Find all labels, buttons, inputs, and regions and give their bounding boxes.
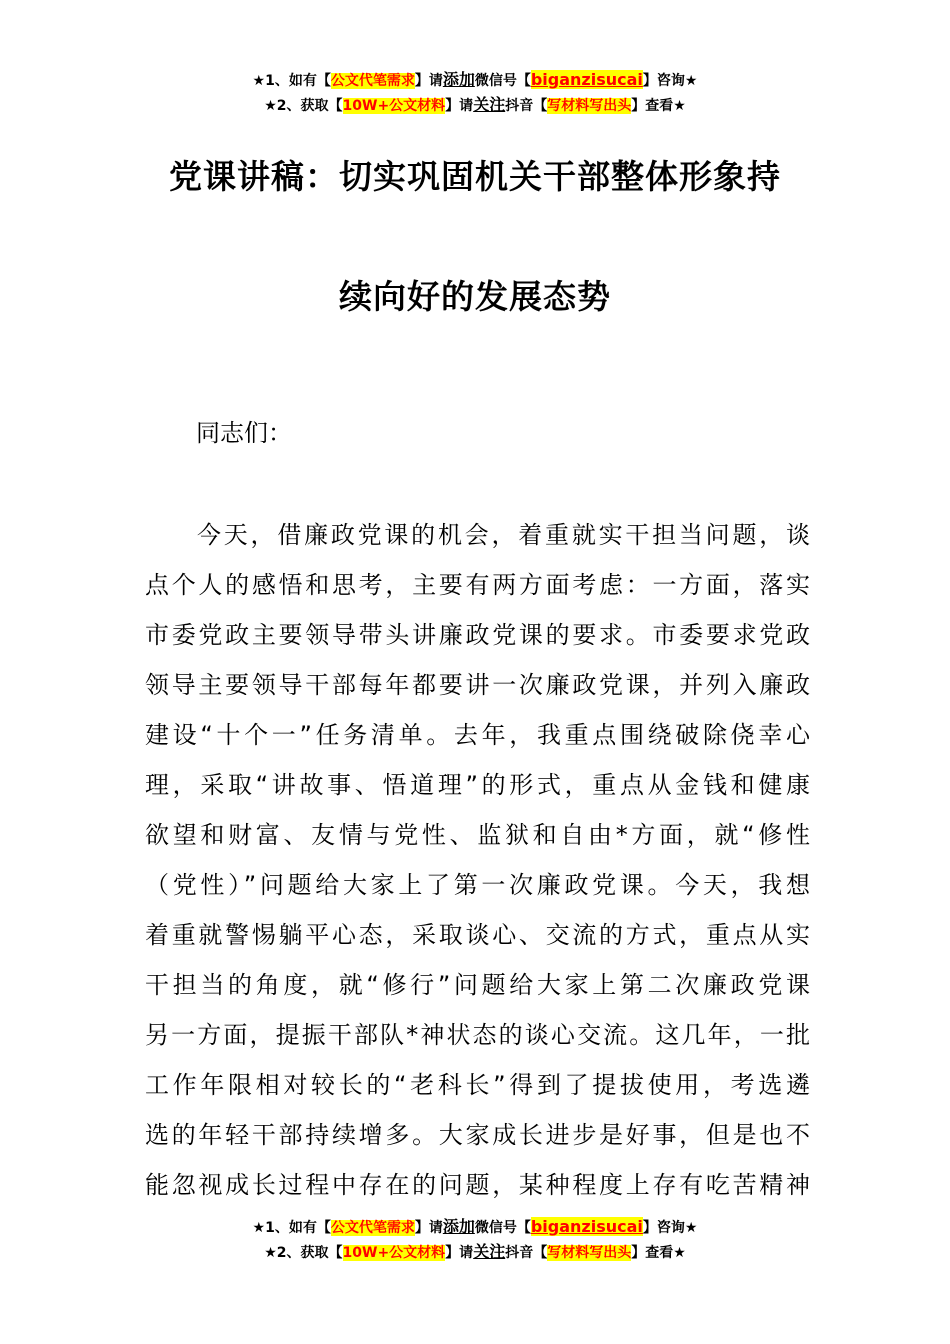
ad-highlight-service: 公文代笔需求 [330, 73, 415, 89]
document-title-line-1: 党课讲稿：切实巩固机关干部整体形象持 [169, 157, 781, 196]
body-line: 点个人的感悟和思考，主要有两方面考虑：一方面，落实 [145, 571, 810, 599]
ad-text: 】查看★ [631, 98, 686, 114]
body-line: 欲望和财富、友情与党性、监狱和自由*方面，就“修性 [145, 821, 810, 849]
ad-text: ★2、获取【 [264, 1245, 343, 1261]
ad-highlight-wechat-id: biganzisucai [530, 70, 643, 89]
ad-highlight-douyin: 写材料写出头 [547, 98, 632, 114]
ad-text: 微信号【 [474, 1220, 531, 1236]
ad-text: 】请 [414, 1220, 443, 1236]
body-line: 能忽视成长过程中存在的问题，某种程度上存有吃苦精神 [145, 1171, 810, 1199]
ad-highlight-douyin: 写材料写出头 [547, 1245, 632, 1261]
ad-text: ★1、如有【 [252, 73, 331, 89]
body-paragraph [145, 510, 810, 1210]
ad-text: 抖音【 [505, 98, 548, 114]
ad-text: 】咨询★ [642, 1220, 698, 1236]
ad-highlight-materials: 10W+公文材料 [342, 1245, 446, 1261]
top-ad-banner [0, 68, 950, 118]
ad-text-underline: 关注 [473, 1242, 506, 1261]
body-line: 市委党政主要领导带头讲廉政党课的要求。市委要求党政 [145, 621, 810, 649]
ad-text-underline: 添加 [442, 1217, 475, 1236]
ad-line-1 [0, 68, 950, 93]
ad-text: 微信号【 [474, 73, 531, 89]
ad-text-underline: 关注 [473, 95, 506, 114]
ad-text: 抖音【 [505, 1245, 548, 1261]
salutation: 同志们： [196, 419, 292, 447]
body-line: 另一方面，提振干部队*神状态的谈心交流。这几年，一批 [145, 1021, 810, 1049]
ad-line-2 [0, 1240, 950, 1265]
ad-text-underline: 添加 [442, 70, 475, 89]
ad-highlight-service: 公文代笔需求 [330, 1220, 415, 1236]
ad-line-2 [0, 93, 950, 118]
ad-text: 】查看★ [631, 1245, 686, 1261]
ad-text: 】请 [445, 1245, 474, 1261]
bottom-ad-banner [0, 1215, 950, 1265]
ad-highlight-materials: 10W+公文材料 [342, 98, 446, 114]
body-line: 理，采取“讲故事、悟道理”的形式，重点从金钱和健康 [145, 771, 810, 799]
body-line: 建设“十个一”任务清单。去年，我重点围绕破除侥幸心 [145, 721, 810, 749]
body-line: （党性）”问题给大家上了第一次廉政党课。今天，我想 [145, 871, 810, 899]
ad-text: 】请 [414, 73, 443, 89]
ad-text: 】请 [445, 98, 474, 114]
body-line: 干担当的角度，就“修行”问题给大家上第二次廉政党课 [145, 971, 810, 999]
ad-line-1 [0, 1215, 950, 1240]
ad-text: ★1、如有【 [252, 1220, 331, 1236]
body-line: 今天，借廉政党课的机会，着重就实干担当问题，谈 [197, 521, 810, 549]
body-line: 工作年限相对较长的“老科长”得到了提拔使用，考选遴 [145, 1071, 810, 1099]
ad-text: ★2、获取【 [264, 98, 343, 114]
body-line: 着重就警惕躺平心态，采取谈心、交流的方式，重点从实 [145, 921, 810, 949]
body-line: 领导主要领导干部每年都要讲一次廉政党课，并列入廉政 [145, 671, 810, 699]
body-line: 选的年轻干部持续增多。大家成长进步是好事，但是也不 [145, 1121, 810, 1149]
ad-highlight-wechat-id: biganzisucai [530, 1217, 643, 1236]
document-title-line-2: 续向好的发展态势 [339, 277, 611, 316]
ad-text: 】咨询★ [642, 73, 698, 89]
